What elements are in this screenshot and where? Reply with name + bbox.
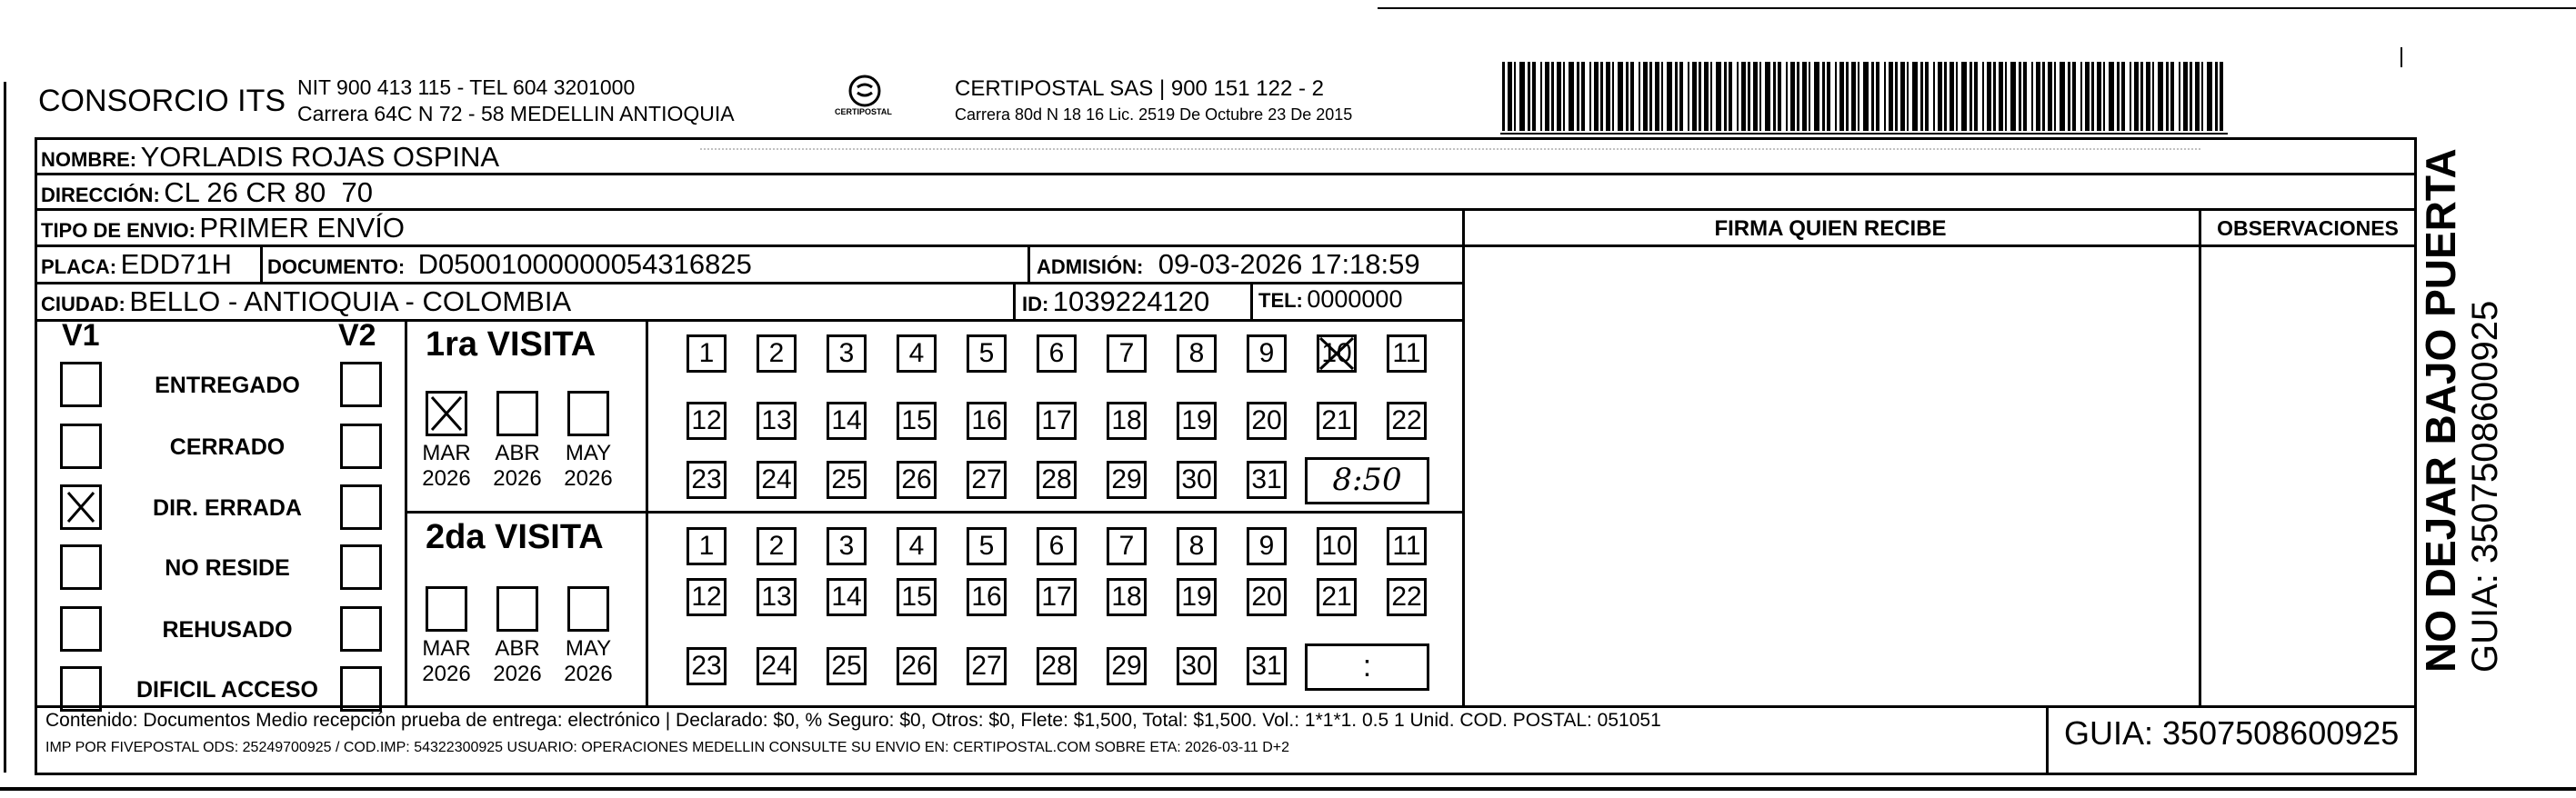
month-year: 2026: [422, 466, 471, 491]
id-label: ID:: [1022, 293, 1049, 315]
first-visit-day-box[interactable]: 23: [687, 461, 727, 499]
first-visit-day-box[interactable]: 22: [1387, 402, 1427, 440]
second-visit-day-box[interactable]: 31: [1247, 647, 1287, 685]
frame-top: [35, 137, 2417, 140]
first-visit-day-box[interactable]: 21: [1317, 402, 1357, 440]
v2-checkbox[interactable]: [340, 544, 382, 590]
second-visit-day-box[interactable]: 28: [1037, 647, 1077, 685]
tel-label: TEL:: [1258, 289, 1303, 312]
row-line-3: [35, 244, 2417, 247]
month-name: MAY: [565, 441, 612, 465]
month-name: MAY: [565, 636, 612, 661]
placa-label: PLACA:: [41, 255, 117, 278]
second-visit-month-checkbox[interactable]: [426, 586, 467, 632]
certipostal-logo: [838, 73, 891, 125]
second-visit-day-box[interactable]: 22: [1387, 578, 1427, 616]
tel-value: 0000000: [1307, 285, 1403, 313]
id-value: 1039224120: [1052, 285, 1210, 317]
second-visit-day-box[interactable]: 20: [1247, 578, 1287, 616]
side-text: [2417, 109, 2562, 673]
v2-checkbox[interactable]: [340, 484, 382, 530]
month-year: 2026: [564, 662, 613, 686]
top-edge-line: [1378, 7, 2576, 9]
second-visit-day-box[interactable]: 21: [1317, 578, 1357, 616]
v2-header: V2: [338, 318, 376, 353]
barcode: [1502, 62, 2225, 131]
v2-checkbox[interactable]: [340, 666, 382, 712]
firma-col-left: [1462, 208, 1465, 706]
carrier-name: CERTIPOSTAL SAS | 900 151 122 - 2: [955, 76, 1324, 101]
status-label: ENTREGADO: [155, 373, 300, 398]
ciudad-row: [41, 285, 571, 318]
v2-checkbox[interactable]: [340, 362, 382, 407]
footer-line-2: IMP POR FIVEPOSTAL ODS: 25249700925 / COD.IMP: 54322300925 USUARIO: OPERACIONES MEDELLIN CONSULTE SU ENVIO EN: CERTIPOSTAL.COM SOBRE ETA: 2026-03-11 D+2: [45, 740, 1290, 755]
second-visit-day-box[interactable]: 13: [757, 578, 797, 616]
first-visit-day-box[interactable]: 8: [1177, 334, 1217, 373]
logo-caption: CERTIPOSTAL: [835, 107, 892, 116]
first-visit-day-box[interactable]: 16: [967, 402, 1007, 440]
second-visit-day-box[interactable]: 15: [897, 578, 937, 616]
first-visit-day-box[interactable]: 10: [1317, 334, 1357, 373]
carrier-address: Carrera 80d N 18 16 Lic. 2519 De Octubre 23 De 2015: [955, 105, 1353, 124]
v2-checkbox[interactable]: [340, 424, 382, 469]
first-visit-day-box[interactable]: 31: [1247, 461, 1287, 499]
second-visit-day-box[interactable]: 4: [897, 527, 937, 565]
tel-divider: [1250, 282, 1253, 320]
month-name: MAR: [422, 441, 471, 465]
x-mark-icon: [428, 394, 465, 434]
first-visit-day-box[interactable]: 1: [687, 334, 727, 373]
second-visit-day-box[interactable]: 8: [1177, 527, 1217, 565]
status-label: CERRADO: [169, 434, 286, 460]
second-visit-day-box[interactable]: 25: [827, 647, 867, 685]
status-label: DIR. ERRADA: [153, 495, 302, 521]
first-visit-day-box[interactable]: 17: [1037, 402, 1077, 440]
second-visit-day-box[interactable]: 23: [687, 647, 727, 685]
first-visit-day-box[interactable]: 29: [1107, 461, 1147, 499]
first-visit-day-box[interactable]: 24: [757, 461, 797, 499]
first-visit-day-box[interactable]: 18: [1107, 402, 1147, 440]
v1-checkbox[interactable]: [60, 424, 102, 469]
tipo-row: [41, 212, 405, 244]
ciudad-label: CIUDAD:: [41, 293, 125, 315]
second-visit-day-box[interactable]: 9: [1247, 527, 1287, 565]
second-visit-day-box[interactable]: 19: [1177, 578, 1217, 616]
company-name: CONSORCIO ITS: [38, 84, 286, 118]
direccion-label: DIRECCIÓN:: [41, 184, 160, 206]
first-visit-day-box[interactable]: 26: [897, 461, 937, 499]
month-year: 2026: [493, 466, 542, 491]
second-visit-day-box[interactable]: 5: [967, 527, 1007, 565]
first-visit-day-box[interactable]: 19: [1177, 402, 1217, 440]
v1-checkbox[interactable]: [60, 362, 102, 407]
barcode-graphic: [1502, 62, 2225, 131]
first-visit-day-box[interactable]: 15: [897, 402, 937, 440]
first-visit-title: 1ra VISITA: [426, 325, 596, 364]
footer-top-line: [35, 705, 2417, 708]
first-visit-day-box[interactable]: 13: [757, 402, 797, 440]
v1-checkbox[interactable]: [60, 606, 102, 652]
month-year: 2026: [564, 466, 613, 491]
first-visit-day-box[interactable]: 7: [1107, 334, 1147, 373]
v1-checkbox[interactable]: [60, 484, 102, 530]
first-visit-day-box[interactable]: 14: [827, 402, 867, 440]
first-visit-month-checkbox[interactable]: [496, 391, 538, 436]
admision-value: 09-03-2026 17:18:59: [1158, 248, 1420, 280]
first-visit-day-box[interactable]: 11: [1387, 334, 1427, 373]
second-visit-day-box[interactable]: 30: [1177, 647, 1217, 685]
id-divider: [1013, 282, 1016, 320]
second-visit-time-field[interactable]: :: [1305, 643, 1429, 691]
x-mark-icon: [1317, 334, 1357, 373]
status-label: NO RESIDE: [165, 555, 290, 581]
first-visit-month-checkbox[interactable]: [567, 391, 609, 436]
first-visit-day-box[interactable]: 25: [827, 461, 867, 499]
certipostal-logo-icon: [838, 73, 891, 125]
status-label: DIFICIL ACCESO: [135, 677, 318, 703]
placa-divider: [260, 244, 263, 283]
nombre-faint-text: [700, 148, 2200, 157]
direccion-row: [41, 176, 373, 209]
v1-checkbox[interactable]: [60, 666, 102, 712]
tel-field: [1258, 285, 1402, 314]
nombre-label: NOMBRE:: [41, 148, 137, 171]
first-visit-time-field[interactable]: 8:50: [1305, 457, 1429, 504]
month-year: 2026: [493, 662, 542, 686]
company-nit: NIT 900 413 115 - TEL 604 3201000: [297, 75, 636, 99]
month-name: ABR: [495, 636, 540, 661]
first-visit-day-box[interactable]: 5: [967, 334, 1007, 373]
month-name: MAR: [422, 636, 471, 661]
month-year: 2026: [422, 662, 471, 686]
second-visit-day-box[interactable]: 29: [1107, 647, 1147, 685]
second-visit-day-box[interactable]: 18: [1107, 578, 1147, 616]
second-visit-day-box[interactable]: 14: [827, 578, 867, 616]
second-visit-title: 2da VISITA: [426, 518, 604, 556]
right-edge-mark: [2401, 47, 2402, 67]
second-visit-day-box[interactable]: 10: [1317, 527, 1357, 565]
obs-col-left: [2199, 208, 2201, 706]
second-visit-day-box[interactable]: 6: [1037, 527, 1077, 565]
first-visit-day-box[interactable]: 3: [827, 334, 867, 373]
first-visit-month-checkbox[interactable]: [426, 391, 467, 436]
month-col-divider: [646, 319, 648, 706]
side-warning: NO DEJAR BAJO PUERTA: [2417, 148, 2464, 673]
admision-divider: [1027, 244, 1030, 283]
x-mark-icon: [63, 487, 99, 527]
nombre-row: [41, 141, 499, 174]
barcode-base-line: [1500, 133, 2228, 135]
second-visit-day-box[interactable]: 7: [1107, 527, 1147, 565]
nombre-value: YORLADIS ROJAS OSPINA: [140, 141, 500, 173]
tipo-value: PRIMER ENVÍO: [199, 212, 406, 244]
month-name: ABR: [495, 441, 540, 465]
documento-field: [267, 248, 752, 281]
bottom-edge-line: [0, 787, 2576, 791]
first-visit-day-box[interactable]: 6: [1037, 334, 1077, 373]
v1-header: V1: [62, 318, 100, 353]
second-visit-day-box[interactable]: 26: [897, 647, 937, 685]
second-visit-day-box[interactable]: 2: [757, 527, 797, 565]
second-visit-day-box[interactable]: 17: [1037, 578, 1077, 616]
second-visit-day-box[interactable]: 16: [967, 578, 1007, 616]
admision-label: ADMISIÓN:: [1037, 255, 1144, 278]
second-visit-day-box[interactable]: 24: [757, 647, 797, 685]
frame-left: [35, 137, 37, 775]
row-line-5: [35, 319, 1462, 322]
second-visit-month-checkbox[interactable]: [567, 586, 609, 632]
second-visit-day-box[interactable]: 1: [687, 527, 727, 565]
observaciones-header: OBSERVACIONES: [2217, 216, 2399, 240]
documento-label: DOCUMENTO:: [267, 255, 406, 278]
left-edge-mark: [4, 82, 6, 773]
visits-divider: [405, 511, 1462, 514]
ciudad-value: BELLO - ANTIOQUIA - COLOMBIA: [129, 285, 572, 317]
second-visit-day-box[interactable]: 3: [827, 527, 867, 565]
v1-checkbox[interactable]: [60, 544, 102, 590]
status-col-divider: [405, 319, 407, 706]
footer-guia: GUIA: 3507508600925: [2064, 714, 2400, 752]
first-visit-day-box[interactable]: 9: [1247, 334, 1287, 373]
admision-field: [1037, 248, 1420, 281]
v2-checkbox[interactable]: [340, 606, 382, 652]
frame-bottom: [35, 773, 2417, 775]
documento-value: D05001000000054316825: [417, 248, 752, 280]
tipo-label: TIPO DE ENVIO:: [41, 219, 195, 242]
footer-guia-divider: [2046, 705, 2049, 774]
company-address: Carrera 64C N 72 - 58 MEDELLIN ANTIOQUIA: [297, 102, 735, 125]
first-visit-day-box[interactable]: 2: [757, 334, 797, 373]
row-line-4: [35, 282, 1462, 284]
status-label: REHUSADO: [162, 617, 293, 643]
firma-header: FIRMA QUIEN RECIBE: [1714, 216, 1947, 241]
footer-line-1: Contenido: Documentos Medio recepción prueba de entrega: electrónico | Declarado: $0, % Seguro: $0, Otros: $0, Flete: $1,500, Total: $1,500. Vol.: 1*1*1. 0.5 1 Unid. COD. POSTAL: 051051: [45, 710, 1661, 731]
id-field: [1022, 285, 1209, 318]
direccion-value: CL 26 CR 80 70: [164, 176, 373, 208]
row-line-2: [35, 208, 2417, 211]
first-visit-day-box[interactable]: 27: [967, 461, 1007, 499]
side-guia: GUIA: 3507508600925: [2465, 300, 2505, 673]
first-visit-day-box[interactable]: 4: [897, 334, 937, 373]
first-visit-day-box[interactable]: 28: [1037, 461, 1077, 499]
first-visit-day-box[interactable]: 20: [1247, 402, 1287, 440]
second-visit-day-box[interactable]: 27: [967, 647, 1007, 685]
placa-row: [41, 248, 232, 281]
first-visit-day-box[interactable]: 12: [687, 402, 727, 440]
first-visit-day-box[interactable]: 30: [1177, 461, 1217, 499]
placa-value: EDD71H: [120, 248, 232, 280]
second-visit-day-box[interactable]: 12: [687, 578, 727, 616]
second-visit-month-checkbox[interactable]: [496, 586, 538, 632]
second-visit-day-box[interactable]: 11: [1387, 527, 1427, 565]
